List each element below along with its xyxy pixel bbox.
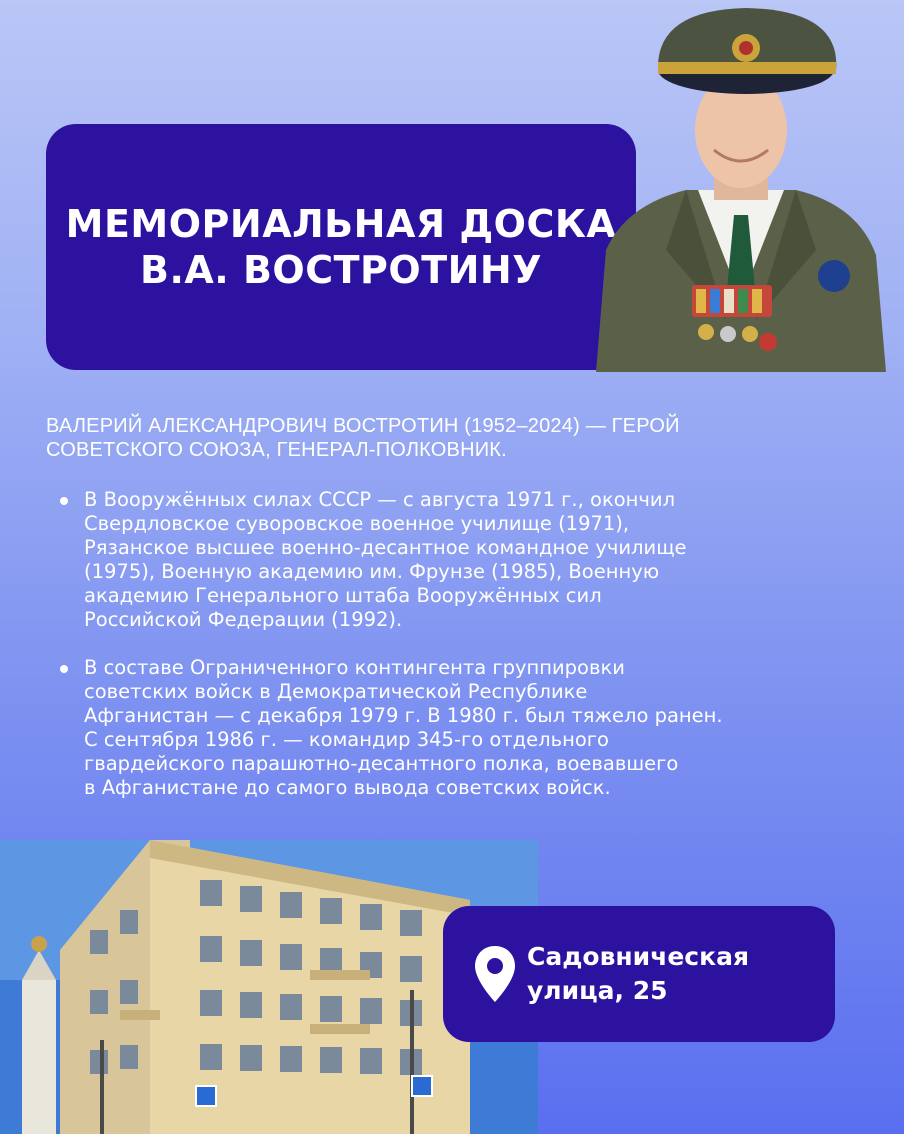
bullet-line: С сентября 1986 г. — командир 345-го отдельного — [84, 728, 609, 751]
intro-text — [46, 414, 846, 462]
bullet-line: Свердловское суворовское военное училище (1971), — [84, 512, 630, 535]
bullet-line: В Вооружённых силах СССР — с августа 1971 г., окончил — [84, 488, 676, 511]
portrait-photo — [596, 0, 886, 372]
bullet-line: В составе Ограниченного контингента группировки — [84, 656, 625, 679]
bullet-line: академию Генерального штаба Вооружённых сил — [84, 584, 602, 607]
bullet-line: Афганистан — с декабря 1979 г. В 1980 г. был тяжело ранен. — [84, 704, 723, 727]
bullet-line: (1975), Военную академию им. Фрунзе (1985), Военную — [84, 560, 660, 583]
address-line-1: Садовническая — [527, 942, 750, 971]
bullet-list — [56, 488, 856, 800]
bullet-line: Российской Федерации (1992). — [84, 608, 403, 631]
bullet-item-afghanistan — [56, 656, 856, 800]
bullet-line: советских войск в Демократической Республике — [84, 680, 588, 703]
intro-line-2: СОВЕТСКОГО СОЮЗА, ГЕНЕРАЛ-ПОЛКОВНИК. — [46, 439, 507, 461]
address-line-2: улица, 25 — [527, 976, 668, 1005]
bullet-line: Рязанское высшее военно-десантное командное училище — [84, 536, 687, 559]
bullet-line: гвардейского парашютно-десантного полка, воевавшего — [84, 752, 679, 775]
title-line-1: МЕМОРИАЛЬНАЯ ДОСКА — [65, 202, 617, 246]
bullet-line: в Афганистане до самого вывода советских войск. — [84, 776, 611, 799]
address-text — [527, 940, 749, 1008]
intro-line-1: ВАЛЕРИЙ АЛЕКСАНДРОВИЧ ВОСТРОТИН (1952–2024) — ГЕРОЙ — [46, 415, 680, 437]
title-card — [46, 124, 636, 370]
title-line-2: В.А. ВОСТРОТИНУ — [139, 248, 543, 292]
location-pin-icon — [473, 944, 517, 1004]
bullet-dot — [60, 665, 68, 673]
address-card — [443, 906, 835, 1042]
bullet-item-education — [56, 488, 856, 632]
bullet-dot — [60, 497, 68, 505]
